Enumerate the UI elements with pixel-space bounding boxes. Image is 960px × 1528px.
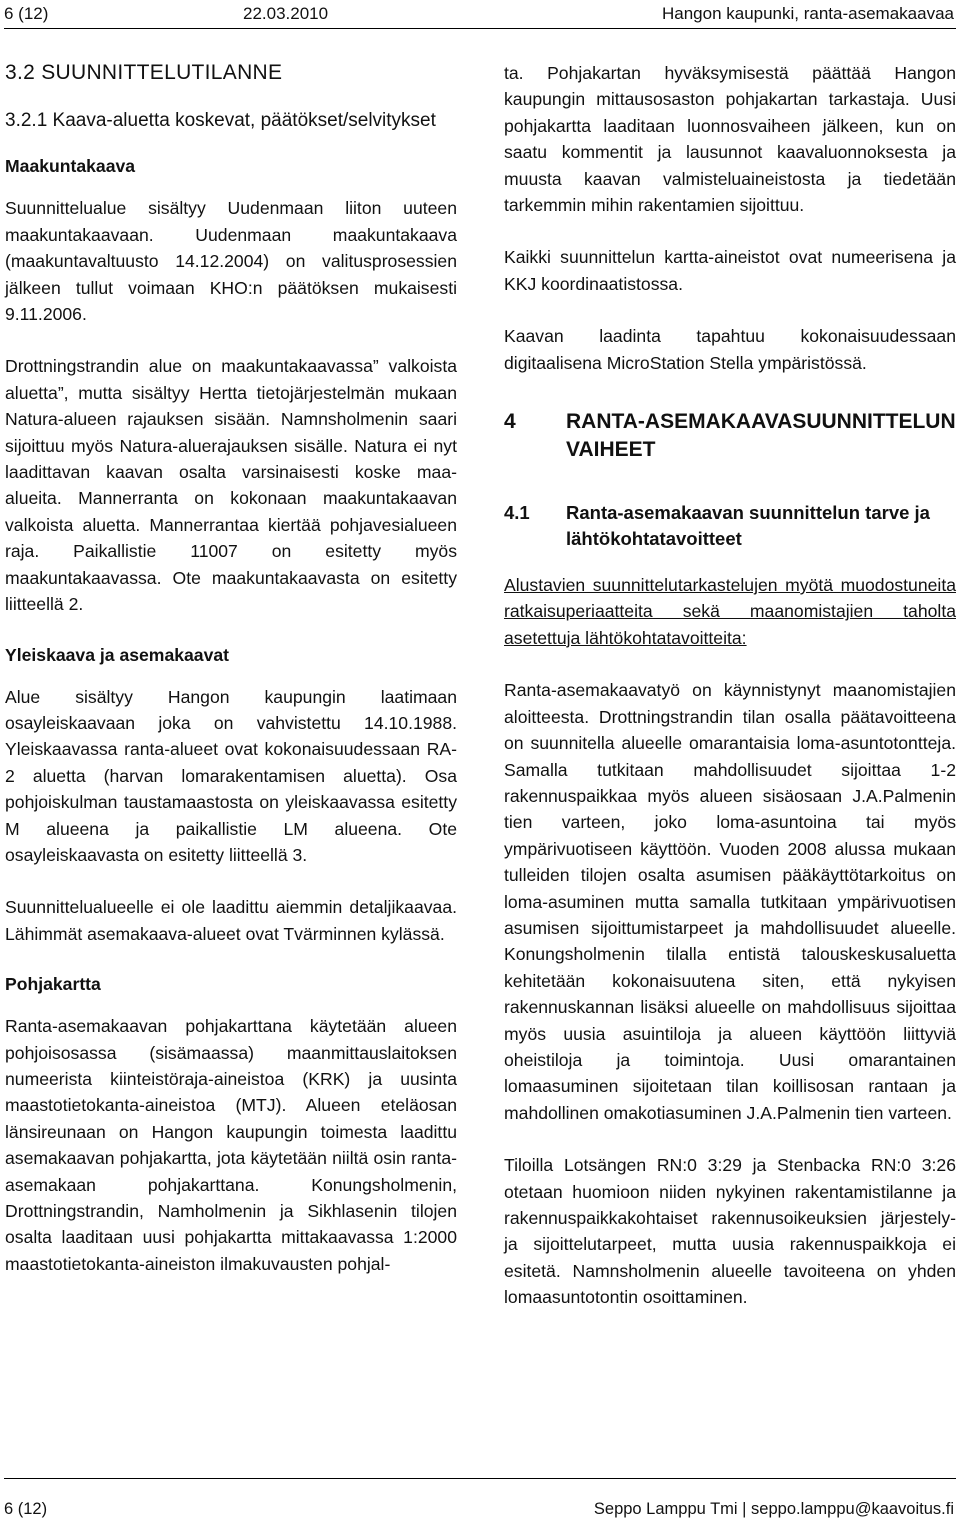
right-column [504,60,956,1311]
pohjakartta-heading: Pohjakartta [5,974,101,995]
yleiskaava-heading: Yleiskaava ja asemakaavat [5,644,230,665]
maakuntakaava-paragraph-2: Drottningstrandin alue on maakuntakaavassa” valkoista aluetta”, mutta sisältyy Hertta tietojärjestelmän mukaan Natura-alueen rajauksen sisään. Namnsholmenin saari sijoittuu myös Natura-aluerajauksen sisälle. Natura ei nyt laadittavan kaavan osalta varsinaisesti koske maa-alueita. Mannerranta on kokonaan maakuntakaavan valkoista aluetta. Mannerrantaa kiertää pohjavesialueen raja. Paikallistie 11007 on esitetty myös maakuntakaavassa. Ote maakuntakaavasta on esitetty liitteellä 2. [5,356,457,615]
section-4-1-heading [504,500,956,552]
goals-paragraph: Ranta-asemakaavatyö on käynnistynyt maanomistajien aloitteesta. Drottningstrandin tilan osalla päätavoitteena on suunnitella alueelle omarantaisia loma-asuntotontteja. Samalla tutkitaan mahdollisuudet sijoittaa 1-2 rakennuspaikkaa myös alueen sisäosaan J.A.Palmenin tien varteen, joko loma-asuntoina tai myös ympärivuotiseen käyttöön. Vuoden 2008 alussa mukaan tulleiden tilojen osalta asumisen pääkäyttötarkoitus on loma-asuminen mutta samalla tutkitaan ympärivuotisen asumisen sijoittumistarpeet ja mahdollisuudet alueelle. Konungsholmenin tilalla entistä talouskeskusaluetta kehitetään kokonaisuutena siten, että nykyisen rakennuskannan lisäksi alueelle on mahdollisuus sijoittaa myös uusia asuintiloja ja alueen käyttöön liittyviä oheistiloja ja toimintoja. Uusi omarantainen lomaasuminen sijoitetaan tilan koillisosan rantaan ja mahdollinen omakotiasuminen J.A.Palmenin tien varteen. [504,680,956,1123]
section-4-title: RANTA-ASEMAKAAVASUUNNITTELUN VAIHEET [566,410,956,462]
header-page-number: 6 (12) [4,4,49,23]
subsection-title: 3.2.1 Kaava-aluetta koskevat, päätökset/selvitykset [5,110,436,132]
continued-paragraph-3: Kaavan laadinta tapahtuu kokonaisuudessaan digitaalisena MicroStation Stella ympäristössä. [504,326,956,373]
section-4-1-number: 4.1 [504,502,530,524]
footer-company: Seppo Lamppu Tmi | seppo.lamppu@kaavoitus.fi [593,1500,954,1518]
pohjakartta-paragraph: Ranta-asemakaavan pohjakarttana käytetään alueen pohjoisosassa (sisämaassa) maanmittauslaitoksen numeerista kiinteistöraja-aineistoa (KRK) ja uusinta maastotietokanta-aineistoa (MTJ). Alueen eteläosan länsireunaan on Hangon kaupungin toimesta laadittu asemakaavan pohjakartta, jota käytetään niiltä osin ranta-asemakaan pohjakarttana. Konungsholmenin, Drottningstrandin, Namholmenin ja Sikhlasenin tilojen osalta laaditaan uusi pohjakartta mittakaavassa 1:2000 maastotietokanta-aineiston ilmakuvausten pohjal- [5,1016,457,1274]
page-header [0,0,960,30]
continued-paragraph-2: Kaikki suunnittelun kartta-aineistot ovat numeerisena ja KKJ koordinaatistossa. [504,247,956,294]
header-document-title: Hangon kaupunki, ranta-asemakaavaa [661,4,954,23]
maakuntakaava-heading: Maakuntakaava [5,156,136,177]
maakuntakaava-paragraph-1: Suunnittelualue sisältyy Uudenmaan liiton uuteen maakuntakaavaan. Uudenmaan maakuntakaava (maakuntavaltuusto 14.12.2004) on valitusprosessien jälkeen tullut voimaan KHO:n päätöksen mukaisesti 9.11.2006. [5,198,457,325]
section-4-heading [504,408,956,464]
header-divider [4,28,956,29]
lots-paragraph: Tiloilla Lotsängen RN:0 3:29 ja Stenbacka RN:0 3:26 otetaan huomioon niiden nykyinen rakentamistilanne ja rakennuspaikkakohtaiset rakennusoikeuksien järjestely- ja sijoittelutarpeet, mutta uusia rakennuspaikkoja ei esitetä. Namnsholmenin alueelle tavoiteena on yhden lomaasuntotontin osoittaminen. [504,1155,956,1308]
header-date: 22.03.2010 [243,4,329,23]
left-column [5,60,457,1277]
section-title: 3.2 SUUNNITTELUTILANNE [5,61,283,84]
yleiskaava-paragraph-1: Alue sisältyy Hangon kaupungin laatimaan osayleiskaavaan joka on vahvistettu 14.10.1988. Yleiskaavassa ranta-alueet ovat kokonaisuudessaan RA-2 aluetta (harvan lomarakentamisen aluetta). Osa pohjoiskulman taustamaastosta on yleiskaavassa esitetty M alueena ja paikallistie LM alueena. Ote osayleiskaavasta on esitetty liitteellä 3. [5,686,457,865]
footer-page-number: 6 (12) [4,1500,48,1518]
footer-divider [4,1478,956,1479]
continued-paragraph-1: ta. Pohjakartan hyväksymisestä päättää Hangon kaupungin mittausosaston pohjakartan tarkastaja. Uusi pohjakartta laaditaan luonnosvaiheen jälkeen, kun on saatu kommentit ja lausunnot kaavaluonnoksesta ja muusta kaavan valmisteluaineistosta ja tiedetään tarkemmin mihin rakentamien sijoittuu. [504,63,956,216]
yleiskaava-paragraph-2: Suunnittelualueelle ei ole laadittu aiemmin detaljikaavaa. Lähimmät asemakaava-alueet ovat Tvärminnen kylässä. [5,897,457,944]
goals-intro-underlined: Alustavien suunnittelutarkastelujen myötä muodostuneita ratkaisuperiaatteita sekä maanomistajien taholta asetettuja lähtökohtatavoitteita: [504,575,956,648]
section-4-1-title: Ranta-asemakaavan suunnittelun tarve ja lähtökohtatavoitteet [566,502,930,550]
section-4-number: 4 [504,410,516,434]
